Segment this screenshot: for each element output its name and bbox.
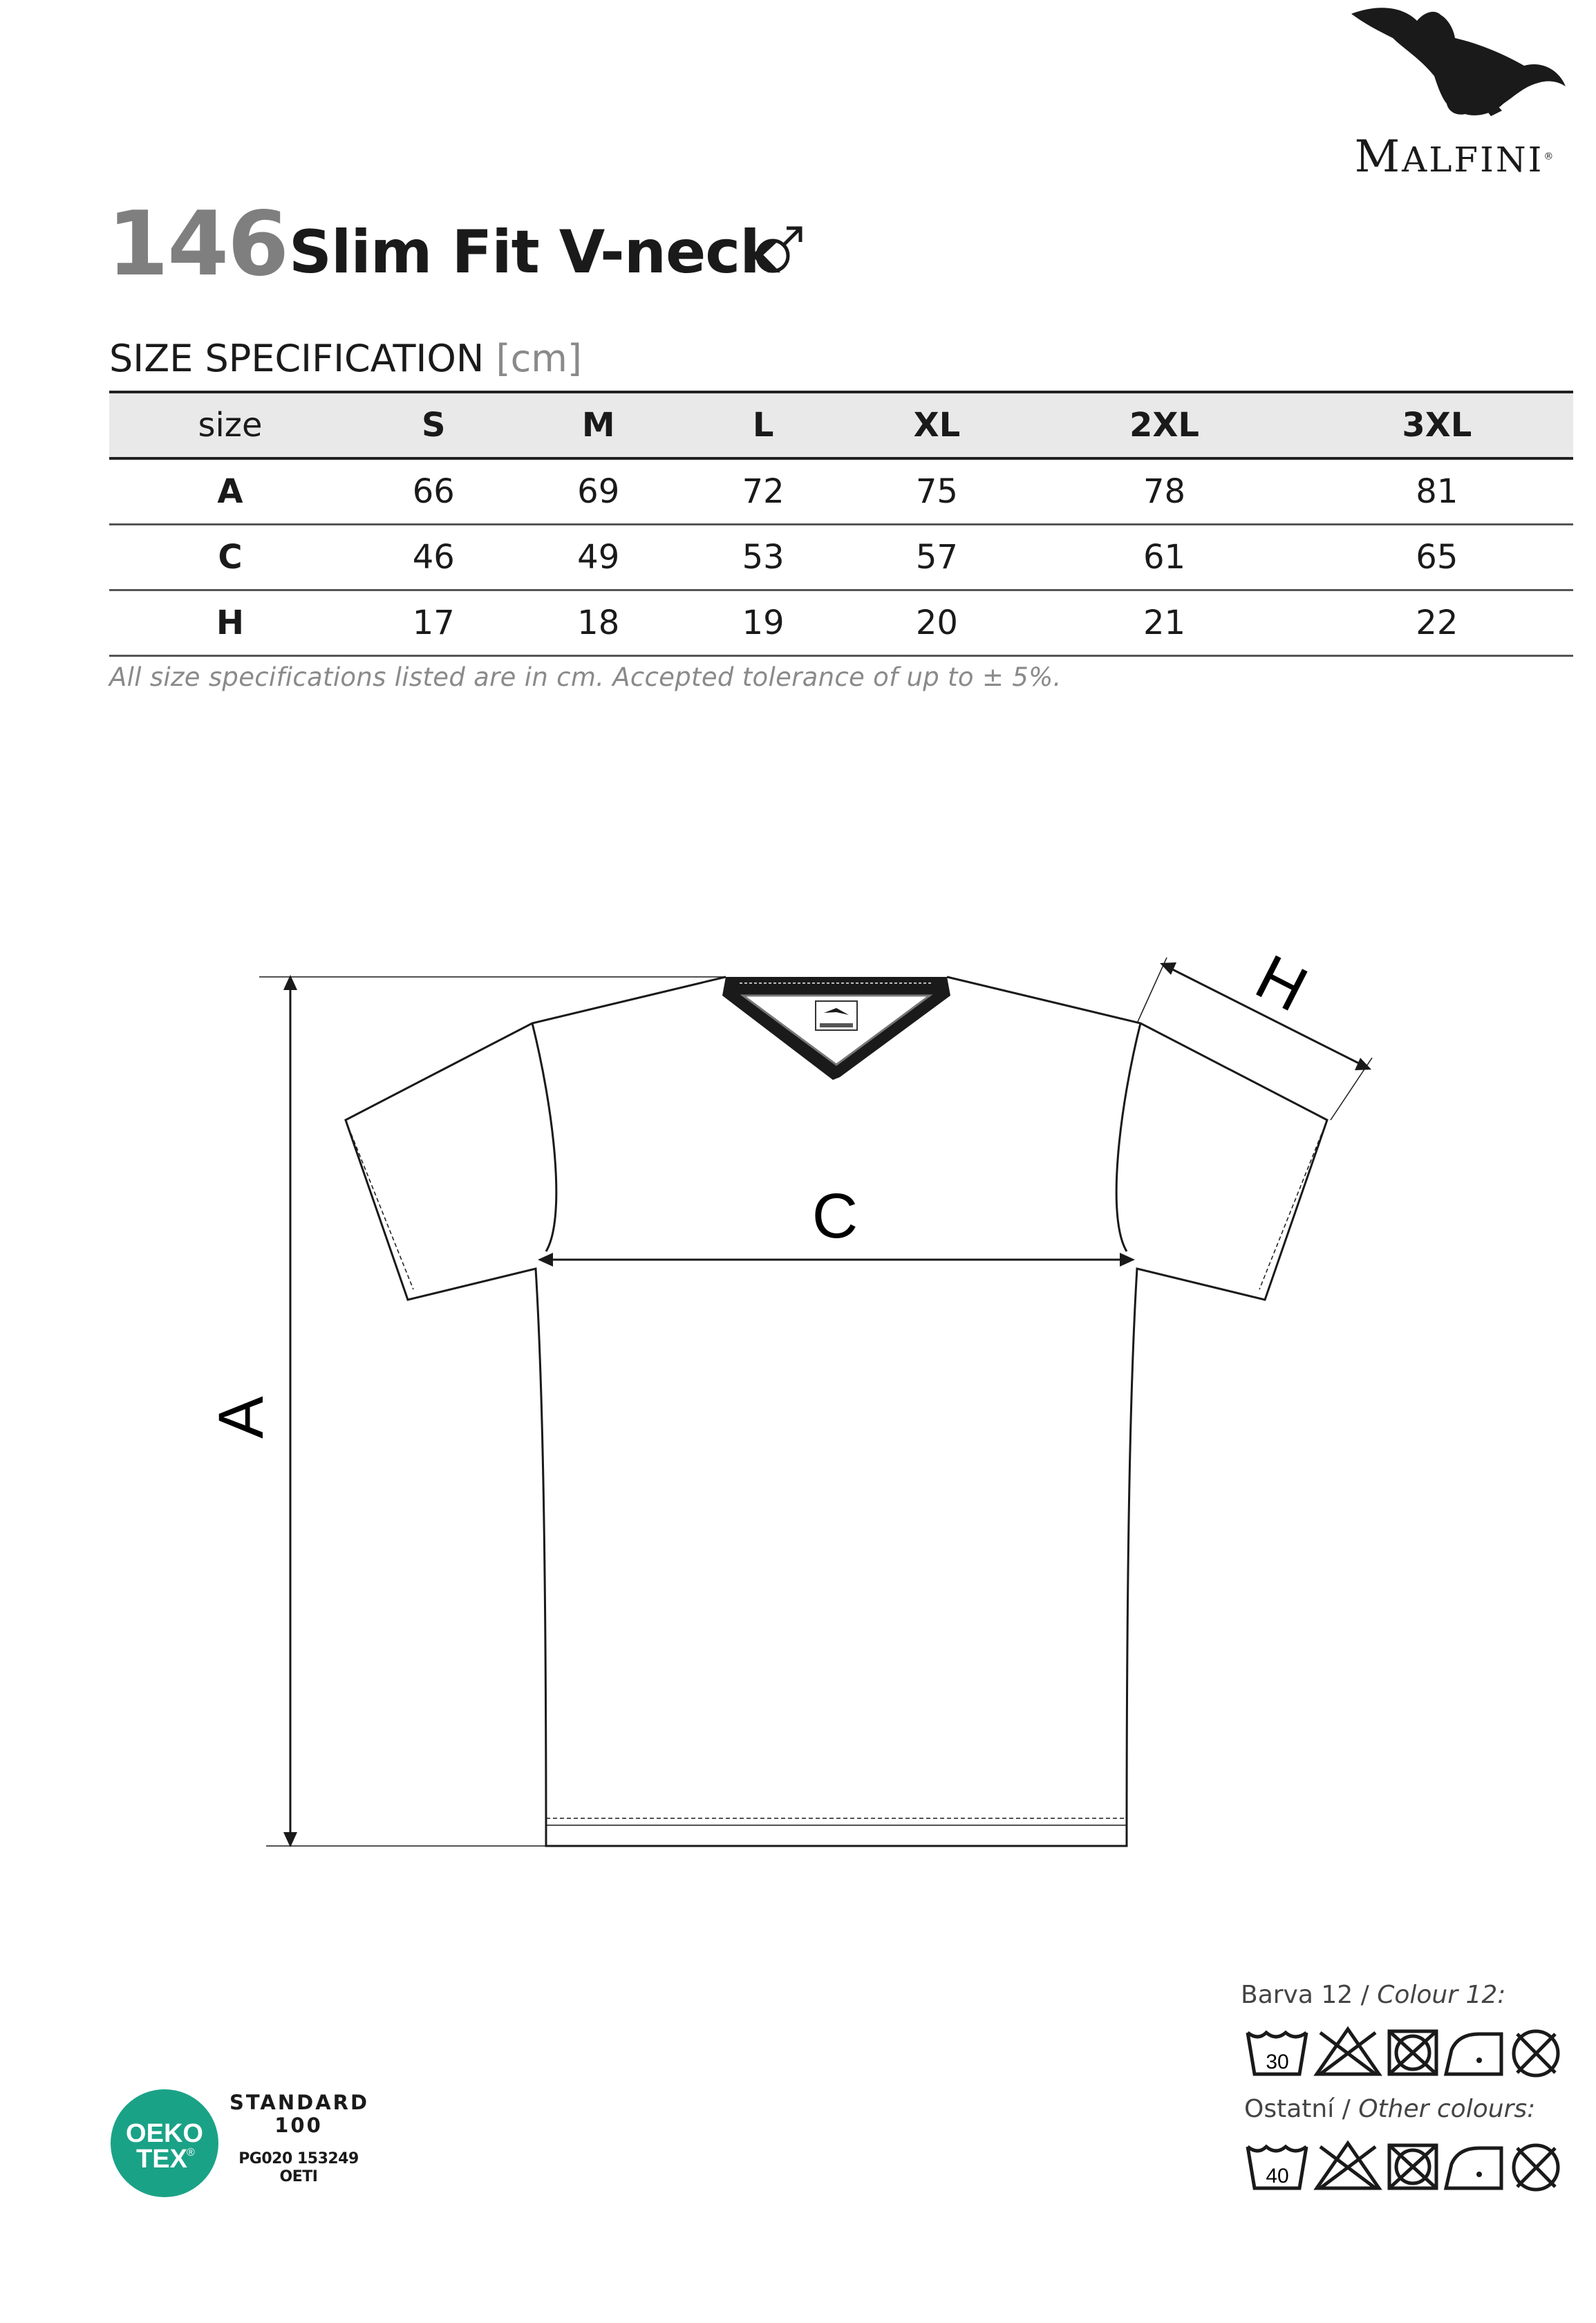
row-label: C [109, 525, 351, 590]
header-cell: 2XL [1028, 392, 1300, 458]
wash-temp: 40 [1266, 2165, 1289, 2187]
oeko-line1: OEKO [126, 2119, 203, 2148]
tshirt-outline [346, 977, 1327, 1846]
iron-icon [1446, 2034, 1501, 2074]
spec-title-text: SIZE SPECIFICATION [109, 337, 485, 380]
brand-rest: ALFINI [1402, 140, 1544, 180]
care-label-colour-12 [1241, 1981, 1505, 2009]
spec-unit: [cm] [496, 337, 582, 380]
header-cell: 3XL [1301, 392, 1573, 458]
no-bleach-icon [1317, 2029, 1379, 2074]
care-en: Other colours: [1358, 2095, 1536, 2123]
table-cell: 18 [516, 590, 680, 656]
eagle-icon [1337, 0, 1572, 131]
table-cell: 72 [681, 458, 845, 525]
header-cell: L [681, 392, 845, 458]
table-cell: 57 [845, 525, 1028, 590]
care-symbols-row [1244, 2133, 1569, 2202]
table-cell: 65 [1301, 525, 1573, 590]
table-cell: 66 [351, 458, 516, 525]
oeko-certificate [229, 2150, 368, 2187]
no-dry-clean-icon [1514, 2031, 1558, 2075]
row-label: H [109, 590, 351, 656]
table-cell: 17 [351, 590, 516, 656]
table-cell: 22 [1301, 590, 1573, 656]
no-dry-clean-icon [1514, 2145, 1558, 2190]
header-cell: M [516, 392, 680, 458]
table-cell: 20 [845, 590, 1028, 656]
header-cell: XL [845, 392, 1028, 458]
size-table [109, 391, 1573, 657]
oeko-line2: TEX [136, 2145, 187, 2174]
table-cell: 78 [1028, 458, 1300, 525]
care-label-other [1244, 2095, 1535, 2123]
registered-mark: ® [1543, 151, 1556, 162]
oeko-tex-badge [109, 2088, 220, 2199]
brand-wordmark [1337, 131, 1572, 183]
wash-temp: 30 [1266, 2051, 1289, 2073]
table-cell: 81 [1301, 458, 1573, 525]
oeko-reg: ® [187, 2147, 195, 2158]
table-cell: 49 [516, 525, 680, 590]
label-h: H [1245, 941, 1318, 1025]
care-en: Colour 12: [1377, 1981, 1506, 2009]
oeko-standard [229, 2091, 368, 2138]
oeko-cert-number: PG020 153249 [238, 2150, 359, 2167]
iron-icon [1446, 2148, 1501, 2188]
tshirt-diagram [0, 899, 1596, 1867]
male-symbol-icon [752, 221, 807, 277]
header-cell: S [351, 392, 516, 458]
row-label: A [109, 458, 351, 525]
table-header-row [109, 392, 1573, 458]
tolerance-note: All size specifications listed are in cm. Accepted tolerance of up to ± 5%. [109, 662, 1062, 692]
table-cell: 46 [351, 525, 516, 590]
label-c: C [811, 1181, 858, 1251]
care-symbols-row [1244, 2019, 1569, 2088]
table-row [109, 525, 1573, 590]
oeko-standard-number: 100 [274, 2114, 323, 2138]
header-cell: size [109, 392, 351, 458]
product-code: 146 [107, 193, 288, 296]
no-tumble-dry-icon [1389, 2031, 1436, 2074]
label-a: A [206, 1396, 276, 1439]
table-row [109, 590, 1573, 656]
oeko-standard-label: STANDARD [229, 2091, 370, 2114]
no-bleach-icon [1317, 2143, 1379, 2188]
care-cz: Barva 12 / [1241, 1981, 1378, 2009]
table-cell: 21 [1028, 590, 1300, 656]
oeko-institute: OETI [279, 2168, 318, 2186]
brand-initial: M [1354, 131, 1402, 183]
table-cell: 61 [1028, 525, 1300, 590]
product-name: Slim Fit V-neck [289, 218, 779, 287]
spec-heading [109, 337, 582, 380]
no-tumble-dry-icon [1389, 2145, 1436, 2188]
care-cz: Ostatní / [1244, 2095, 1359, 2123]
table-row [109, 458, 1573, 525]
table-cell: 69 [516, 458, 680, 525]
table-cell: 53 [681, 525, 845, 590]
table-cell: 19 [681, 590, 845, 656]
table-cell: 75 [845, 458, 1028, 525]
